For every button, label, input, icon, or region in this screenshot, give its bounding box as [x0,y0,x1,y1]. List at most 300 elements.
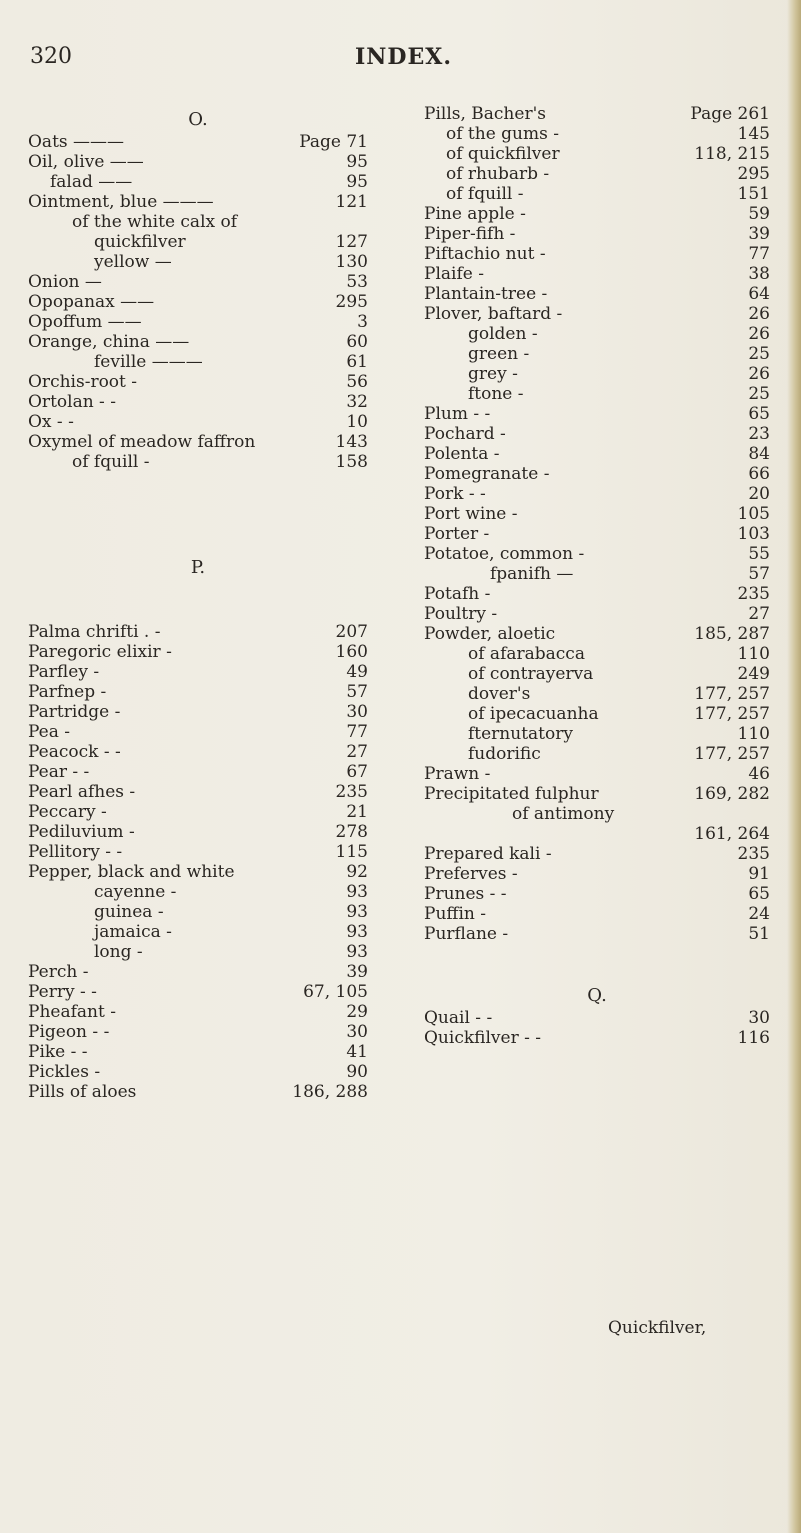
entry-leader: - - [467,404,491,424]
entry-term: Pediluvium - [28,822,135,842]
index-entry [28,452,368,472]
entry-page: 61 [346,352,368,372]
entry-term: fpanifh — [490,564,574,584]
entry-term: Quail - - [424,1008,493,1028]
entry-leader: - [95,802,107,822]
entry-leader: - [526,324,538,344]
entry-page: 145 [737,124,770,144]
entry-leader: - - [469,1008,493,1028]
section-letter: O. [188,109,208,130]
entry-term: Pheafant - [28,1002,116,1022]
entry-page: 65 [748,884,770,904]
index-entry [28,312,368,332]
entry-leader: - [494,424,506,444]
index-entry [28,702,368,722]
entry-term: quickfilver [94,232,186,252]
entry-page: 10 [346,412,368,432]
entry-leader: - [138,452,150,472]
index-entry [424,284,770,304]
entry-leader: - - [51,412,74,432]
index-entry [28,1002,368,1022]
entry-page: 20 [748,484,770,504]
index-entry [28,1082,368,1102]
entry-leader: - - [484,884,507,904]
entry-page: 121 [335,192,368,212]
entry-term: Poultry - [424,604,498,624]
entry-leader: - - [93,392,116,412]
entry-term: ftone - [468,384,524,404]
entry-leader: - [474,904,487,924]
entry-page: 110 [737,644,770,664]
entry-leader: - [165,882,177,902]
entry-term: feville ——— [94,352,203,372]
entry-leader: - [488,444,500,464]
entry-leader: - [506,504,518,524]
entry-term: Oil, olive —— [28,152,144,172]
entry-page: 186, 288 [292,1082,368,1102]
entry-term: Opoffum —— [28,312,142,332]
entry-term: Quickfilver - - [424,1028,542,1048]
index-entry [424,144,770,164]
entry-leader: — [79,272,102,292]
entry-term: cayenne - [94,882,177,902]
entry-leader: - [534,244,546,264]
index-entry [424,704,770,724]
entry-term: of antimony [512,804,615,824]
entry-term: Plantain-tree - [424,284,548,304]
index-entry [424,604,770,624]
entry-term: Prepared kali - [424,844,552,864]
entry-term: Palma chrifti . - [28,622,161,642]
entry-leader: - [547,124,560,144]
entry-term: Peccary - [28,802,107,822]
entry-page: 110 [737,724,770,744]
index-entry [28,392,368,412]
entry-term: Partridge - [28,702,121,722]
entry-leader: - - [65,1042,88,1062]
index-entry [28,862,368,882]
index-entry [28,982,368,1002]
entry-page: 103 [737,524,770,544]
entry-page: 38 [748,264,770,284]
entry-leader: - [538,464,550,484]
entry-leader: —— [92,172,133,192]
entry-page: 57 [346,682,368,702]
entry-term: Pear - - [28,762,90,782]
entry-page: 64 [748,284,770,304]
entry-page: 118, 215 [694,144,770,164]
index-entry [424,524,770,544]
entry-page: 21 [346,802,368,822]
entry-page: 151 [737,184,770,204]
index-entry [28,172,368,192]
index-entry [424,924,770,944]
entry-page: 77 [346,722,368,742]
entry-term: Pea - [28,722,71,742]
entry-leader: - [160,922,172,942]
entry-leader: - [479,764,491,784]
entry-page: 60 [346,332,368,352]
entry-page: 295 [335,292,368,312]
entry-term: Peacock - - [28,742,121,762]
index-entry [28,212,368,232]
index-entry [424,324,770,344]
entry-page: 115 [335,842,368,862]
entry-term: Port wine - [424,504,518,524]
entry-leader: —— [149,332,190,352]
entry-term: Prawn - [424,764,491,784]
entry-term: of quickfilver [446,144,560,164]
entry-page: 3 [357,312,368,332]
index-entry [424,664,770,684]
entry-page: 30 [346,702,368,722]
entry-page: 51 [748,924,770,944]
entry-term: Polenta - [424,444,500,464]
entry-term: Ox - - [28,412,74,432]
entry-page: 56 [346,372,368,392]
index-entry [28,292,368,312]
index-entry [28,132,368,152]
index-entry [424,224,770,244]
entry-page: 90 [346,1062,368,1082]
index-entry [28,1062,368,1082]
entry-term: Opopanax —— [28,292,155,312]
entry-page: 26 [748,324,770,344]
entry-term: Perry - - [28,982,97,1002]
entry-page: 65 [748,404,770,424]
entry-leader: - [478,524,490,544]
entry-page: 27 [748,604,770,624]
entry-page: 235 [737,844,770,864]
entry-page: 91 [748,864,770,884]
entry-term: Oxymel of meadow faffron [28,432,256,452]
entry-page: 93 [346,882,368,902]
catchword: Quickfilver, [608,1318,707,1338]
entry-page: 116 [737,1028,770,1048]
entry-term: green - [468,344,530,364]
index-entry [28,842,368,862]
entry-term: Pochard - [424,424,506,444]
entry-term: Ointment, blue ——— [28,192,214,212]
index-entry [424,544,770,564]
entry-page: 92 [346,862,368,882]
entry-page: 84 [748,444,770,464]
entry-page: 177, 257 [694,744,770,764]
entry-leader: - - [87,1022,110,1042]
entry-page: 235 [335,782,368,802]
entry-page: 41 [346,1042,368,1062]
page-edge [787,0,801,1533]
entry-term: Pills of aloes [28,1082,137,1102]
entry-term: Ortolan - - [28,392,116,412]
index-entry [28,902,368,922]
entry-leader: - [536,284,548,304]
entry-term: Pepper, black and white [28,862,235,882]
entry-term: yellow — [94,252,172,272]
index-entry [28,802,368,822]
index-entry [28,722,368,742]
entry-term: Plover, baftard - [424,304,563,324]
entry-term: Powder, aloetic [424,624,556,644]
entry-page: 49 [346,662,368,682]
index-entry [28,192,368,212]
running-title: INDEX. [355,44,452,70]
entry-leader: ——— [157,192,214,212]
entry-page: 29 [346,1002,368,1022]
index-entry [424,824,770,844]
entry-term: Prunes - - [424,884,507,904]
entry-page: 207 [335,622,368,642]
entry-leader: - [123,822,135,842]
entry-leader: - - [67,762,90,782]
index-entry [424,104,770,124]
index-entry [424,424,770,444]
entry-leader: - [497,924,509,944]
index-entry [424,384,770,404]
index-entry [424,304,770,324]
entry-term: falad —— [50,172,133,192]
entry-page: 93 [346,902,368,922]
entry-term: Plum - - [424,404,491,424]
entry-page: 59 [748,204,770,224]
entry-term: Potafh - [424,584,491,604]
entry-leader: - [479,584,491,604]
entry-page: 39 [748,224,770,244]
entry-leader: - [109,702,121,722]
left-index-column [28,110,368,1102]
entry-term: Pine apple - [424,204,526,224]
entry-page: 53 [346,272,368,292]
entry-page: 95 [346,172,368,192]
entry-term: Onion — [28,272,102,292]
entry-term: Parfnep - [28,682,107,702]
entry-term: grey - [468,364,518,384]
entry-page: 77 [748,244,770,264]
entry-term: of the gums - [446,124,560,144]
entry-page: 105 [737,504,770,524]
entry-page: 39 [346,962,368,982]
entry-term: Pork - - [424,484,486,504]
index-entry [424,864,770,884]
entry-leader: - [512,384,524,404]
entry-term: dover's [468,684,531,704]
index-entry [424,444,770,464]
index-entry [424,264,770,284]
index-entry [424,624,770,644]
entry-leader: - [124,782,136,802]
entry-page: 127 [335,232,368,252]
index-entry [28,682,368,702]
entry-leader: ——— [146,352,203,372]
section-gap [28,472,368,558]
page-number: 320 [30,44,72,69]
entry-leader: - - [463,484,486,504]
entry-page: Page 71 [299,132,368,152]
entry-leader: - [160,642,172,662]
index-entry [28,372,368,392]
entry-page: 278 [335,822,368,842]
entry-term: of ipecacuanha [468,704,599,724]
entry-term: of afarabacca [468,644,585,664]
entry-term: Piper-fifh - [424,224,516,244]
entry-term: Pills, Bacher's [424,104,546,124]
index-entry [28,1042,368,1062]
entry-term: jamaica - [94,922,172,942]
section-letter: Q. [587,985,607,1006]
section-gap [28,580,368,622]
index-entry [424,684,770,704]
entry-page: Page 261 [690,104,770,124]
entry-page: 26 [748,364,770,384]
right-index-column [424,104,770,1048]
entry-term: Purflane - [424,924,509,944]
entry-term: Porter - [424,524,490,544]
section-gap [424,944,770,986]
entry-page: 57 [748,564,770,584]
entry-leader: - [514,204,526,224]
index-entry [28,332,368,352]
entry-page: 93 [346,922,368,942]
entry-page: 130 [335,252,368,272]
entry-term: of fquill - [446,184,524,204]
entry-page: 30 [748,1008,770,1028]
entry-leader: - [104,1002,116,1022]
entry-leader: - [506,864,518,884]
entry-term: Pearl afhes - [28,782,136,802]
entry-term: Piftachio nut - [424,244,546,264]
index-entry [424,1028,770,1048]
entry-page: 177, 257 [694,704,770,724]
index-entry [424,464,770,484]
entry-term: Orchis-root - [28,372,138,392]
entry-leader: - [518,344,530,364]
entry-term: Pellitory - - [28,842,123,862]
entry-leader: —— [102,312,142,332]
entry-term: Pomegranate - [424,464,550,484]
index-entry [28,742,368,762]
entry-page: 295 [737,164,770,184]
entry-page: 55 [748,544,770,564]
entry-leader: - [537,164,550,184]
index-entry [424,784,770,804]
entry-leader: - [58,722,71,742]
entry-term: Pike - - [28,1042,88,1062]
entry-term: Pigeon - - [28,1022,110,1042]
index-entry [424,364,770,384]
index-entry [424,504,770,524]
index-entry [28,962,368,982]
entry-page: 67, 105 [303,982,368,1002]
index-entry [424,744,770,764]
entry-leader: - [485,604,498,624]
entry-leader: - - [518,1028,542,1048]
entry-page: 160 [335,642,368,662]
entry-leader: - - [74,982,97,1002]
entry-leader: . - [138,622,161,642]
index-entry [28,882,368,902]
index-entry [424,564,770,584]
index-entry [28,152,368,172]
entry-leader: - - [98,742,121,762]
entry-leader: - [540,844,552,864]
entry-leader: - [573,544,585,564]
entry-term: golden - [468,324,538,344]
index-entry [424,764,770,784]
entry-leader: ——— [67,132,125,152]
index-entry [424,124,770,144]
entry-page: 24 [748,904,770,924]
index-entry [28,432,368,452]
index-entry [424,404,770,424]
entry-term: Parfley - [28,662,100,682]
index-entry [28,822,368,842]
entry-leader: —— [114,292,155,312]
entry-page: 32 [346,392,368,412]
index-entry [28,762,368,782]
index-entry [28,642,368,662]
entry-term: Plaife - [424,264,484,284]
entry-term: of fquill - [72,452,150,472]
index-entry [424,344,770,364]
entry-page: 66 [748,464,770,484]
entry-term: Oats ——— [28,132,125,152]
index-entry [424,644,770,664]
entry-page: 169, 282 [694,784,770,804]
entry-term: of the white calx of [72,212,238,232]
index-entry [28,412,368,432]
entry-leader: - [512,184,524,204]
index-entry [424,884,770,904]
entry-leader: - [551,304,563,324]
entry-leader: —— [104,152,144,172]
entry-leader: - [472,264,484,284]
entry-term: Pickles - [28,1062,101,1082]
entry-leader: - [504,224,516,244]
entry-term: fternutatory [468,724,573,744]
entry-page: 158 [335,452,368,472]
index-entry [28,922,368,942]
entry-page: 235 [737,584,770,604]
entry-term: Paregoric elixir - [28,642,172,662]
index-entry [28,352,368,372]
index-entry [424,244,770,264]
entry-term: Preferves - [424,864,518,884]
entry-leader: - [87,662,100,682]
index-entry [424,724,770,744]
entry-term: Puffin - [424,904,487,924]
index-entry [28,622,368,642]
entry-page: 161, 264 [694,824,770,844]
entry-leader: - [95,682,107,702]
index-entry [28,1022,368,1042]
index-entry [424,164,770,184]
index-entry [28,252,368,272]
entry-page: 27 [346,742,368,762]
entry-leader: - [152,902,164,922]
entry-term: of rhubarb - [446,164,550,184]
entry-page: 30 [346,1022,368,1042]
index-entry [424,1008,770,1028]
entry-term: guinea - [94,902,164,922]
entry-term: Precipitated fulphur [424,784,599,804]
entry-leader: - [125,372,138,392]
entry-page: 67 [346,762,368,782]
index-entry [28,232,368,252]
entry-leader: - [506,364,518,384]
index-entry [424,584,770,604]
index-entry [424,204,770,224]
index-entry [424,484,770,504]
